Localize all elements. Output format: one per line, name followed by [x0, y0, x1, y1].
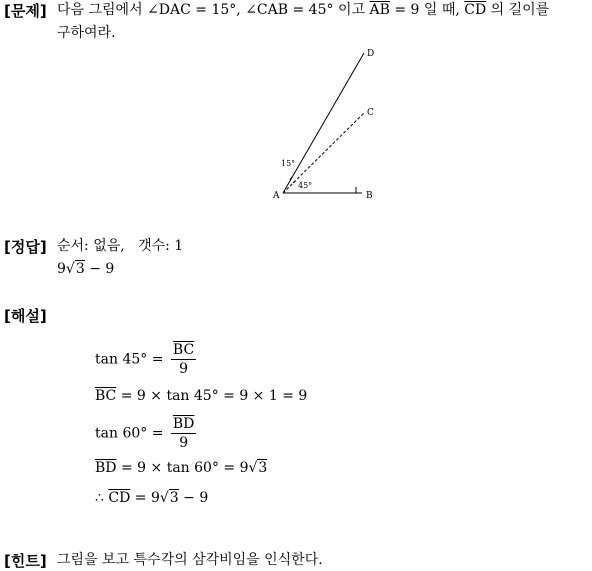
answer-tail: − 9: [89, 261, 115, 277]
answer-label: [정답]: [4, 238, 47, 256]
fraction-bd-9: [171, 416, 197, 451]
geometry-figure: [260, 40, 400, 205]
explanation-line-4: $\overline{BD} = 9 \times \tan 60^\circ = 9√3$: [95, 460, 268, 476]
answer-root: 3: [75, 261, 85, 277]
problem-text-mid2: 일 때,: [423, 2, 460, 18]
tan45-lhs: tan 45° =: [95, 351, 164, 368]
answer-value: 9√3 − 9: [57, 261, 115, 277]
fraction-numerator: $\overline{BC}$: [172, 342, 195, 358]
bd-computation: = 9 × tan 60° = 9: [120, 460, 249, 476]
segment-bd: $\overline{BD}$: [95, 460, 117, 476]
cd-tail: − 9: [183, 490, 209, 506]
explanation-line-3: [95, 416, 196, 451]
answer-coef: 9: [57, 261, 66, 277]
segment-cd: $\overline{CD}$: [464, 2, 487, 18]
point-a-label: A: [273, 191, 280, 201]
fraction-numerator: $\overline{BD}$: [172, 416, 195, 432]
segment-ad-line: [283, 53, 364, 193]
point-b-label: B: [366, 191, 373, 201]
segment-cd-result: $\overline{CD}$: [108, 490, 131, 506]
problem-text-mid: 이고: [337, 2, 366, 18]
point-d-label: D: [367, 49, 375, 59]
hint-label: [힌트]: [4, 552, 47, 570]
answer-count: 갯수: 1: [138, 238, 184, 254]
angle-15-label: 15°: [281, 159, 296, 168]
hint-text: 그림을 보고 특수각의 삼각비임을 인식한다.: [57, 552, 323, 568]
segment-bc: $\overline{BC}$: [95, 388, 117, 404]
problem-text-line1: [57, 1, 549, 19]
fraction-denominator: 9: [179, 361, 188, 377]
point-c-label: C: [367, 108, 374, 118]
therefore-symbol: ∴: [95, 490, 104, 506]
tan60-lhs: tan 60° =: [95, 425, 164, 442]
explanation-line-2: [95, 388, 307, 404]
explanation-label: [해설]: [4, 307, 47, 325]
bc-computation: = 9 × tan 45° = 9 × 1 = 9: [120, 388, 308, 404]
angle-45-label: 45°: [298, 181, 313, 190]
cd-root: 3: [169, 490, 179, 506]
problem-text-suffix: 의 길이를: [490, 2, 550, 18]
problem-label: [문제]: [4, 2, 47, 20]
problem-text-prefix: 다음 그림에서: [57, 2, 143, 18]
bd-root: 3: [258, 460, 268, 476]
angle-cab: ∠CAB = 45°: [245, 2, 334, 18]
ab-value: = 9: [394, 2, 420, 18]
segment-ab: $\overline{AB}$: [369, 2, 390, 18]
explanation-line-1: [95, 342, 196, 377]
answer-meta: [57, 237, 183, 255]
problem-text-line2: 구하여라.: [57, 25, 116, 41]
answer-order: 순서: 없음,: [57, 238, 125, 254]
segment-ac-line: [283, 113, 364, 193]
fraction-bc-9: [171, 342, 196, 377]
cd-equals: = 9: [134, 490, 160, 506]
angle-dac: ∠DAC = 15°,: [147, 2, 241, 18]
fraction-denominator: 9: [179, 435, 189, 451]
explanation-line-5: ∴ $\overline{CD} = 9√3 - 9$: [95, 490, 209, 506]
